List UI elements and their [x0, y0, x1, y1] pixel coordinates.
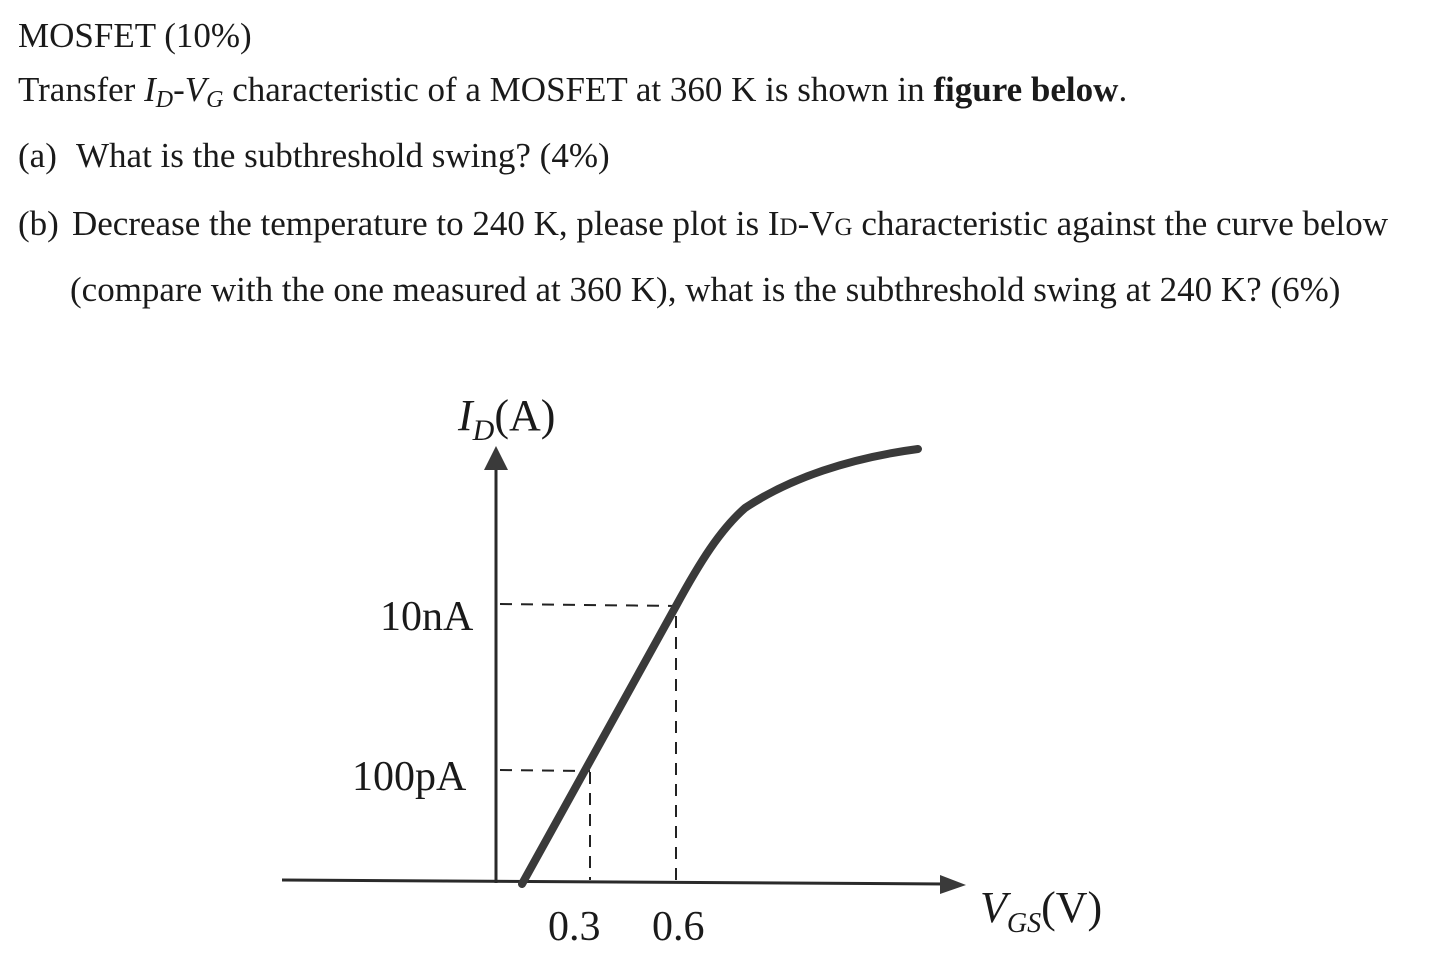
x-tick-0-3: 0.3	[548, 904, 601, 950]
x-axis-arrowhead	[940, 875, 966, 894]
y-axis-arrowhead	[484, 446, 508, 470]
question-b-text-suffix: characteristic against the curve below	[852, 204, 1389, 243]
intro-dash: -	[173, 70, 185, 109]
intro-id-symbol: I	[144, 70, 156, 109]
intro-id-subscript: D	[155, 87, 174, 113]
x-tick-0-6: 0.6	[652, 904, 705, 950]
intro-end: .	[1118, 70, 1128, 109]
intro-bold-reference: figure below	[933, 70, 1119, 109]
x-axis-label: $V_{GS}(V)$	[980, 883, 1103, 939]
question-b-line-2: (compare with the one measured at 360 K), what is the subthreshold swing at 240 K? (6%)	[70, 270, 1341, 309]
intro-middle: characteristic of a MOSFET at 360 K is shown in	[223, 70, 934, 109]
intro-vg-subscript: G	[206, 87, 224, 113]
x-axis-line	[282, 880, 945, 884]
y-tick-10na: 10nA	[380, 594, 474, 640]
intro-vg-symbol: V	[184, 70, 207, 109]
question-b-text-mid: -V	[797, 204, 835, 243]
intro-prefix: Transfer	[18, 70, 145, 109]
y-axis-label: $I_D(A)$	[458, 391, 556, 447]
guide-10na-horizontal	[500, 604, 676, 606]
y-tick-100pa: 100pA	[352, 754, 467, 800]
question-b-sub-d: D	[779, 214, 798, 241]
question-b-sub-g: G	[834, 214, 853, 241]
question-b-label: (b)	[18, 204, 59, 243]
id-vg-curve-360k	[522, 449, 918, 884]
problem-heading: MOSFET (10%)	[18, 16, 252, 55]
question-a-text: What is the subthreshold swing? (4%)	[76, 136, 610, 175]
question-b-text-prefix: Decrease the temperature to 240 K, please plot is I	[72, 204, 780, 243]
guide-100pa-horizontal	[500, 770, 590, 771]
question-a-label: (a)	[18, 136, 57, 175]
